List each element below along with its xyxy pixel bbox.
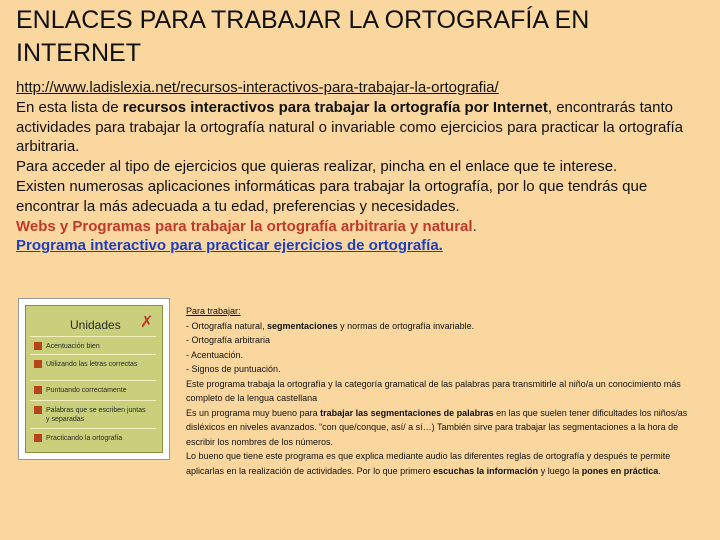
intro-text-a: En esta lista de <box>16 98 123 116</box>
divider <box>30 428 156 429</box>
apps-paragraph: Existen numerosas aplicaciones informáticas para trabajar la ortografía, por lo que tendrás que encontrar la más adecuada a tu edad, preferencias y necesidades. <box>16 177 648 215</box>
programa-interactivo-link[interactable]: Programa interactivo para practicar ejercicios de ortografía. <box>16 237 443 255</box>
divider <box>30 380 156 381</box>
program-description <box>186 304 706 478</box>
divider <box>30 400 156 401</box>
intro-paragraph <box>16 98 712 157</box>
ladislexia-link[interactable]: http://www.ladislexia.net/recursos-interactivos-para-trabajar-la-ortografia/ <box>16 79 499 96</box>
square-icon <box>34 360 42 368</box>
pencil-icon <box>34 434 42 442</box>
cross-icon: ✗ <box>140 314 154 331</box>
divider <box>30 336 156 337</box>
unit-item: Puntuando correctamente <box>46 386 146 395</box>
access-paragraph: Para acceder al tipo de ejercicios que quieras realizar, pincha en el enlace que te interese. <box>16 158 618 176</box>
detail-paragraph: Es un programa muy bueno para trabajar las segmentaciones de palabras en las que suelen tener dificultades los niños/as disléxicos en niveles avanzados. “con que/conque, así/ a sí…) También sirve para trabajar las segmentaciones a la hora de escribir los nombres de los números. <box>186 407 688 447</box>
thumbnail-panel <box>25 305 163 453</box>
detail-bullet: - Acentuación. <box>186 349 244 360</box>
webs-suffix: . <box>472 217 477 235</box>
detail-paragraph: Este programa trabaja la ortografía y la categoría gramatical de las palabras para transmitirle al niño/a un conocimiento más completo de la lengua castellana <box>186 378 681 403</box>
main-text <box>16 78 712 256</box>
page-title: ENLACES PARA TRABAJAR LA ORTOGRAFÍA EN INTERNET <box>16 6 590 67</box>
square-icon <box>34 342 42 350</box>
webs-programas-link[interactable]: Webs y Programas para trabajar la ortografía arbitraria y natural <box>16 217 473 235</box>
intro-text-c: , encontrarás tanto actividades para trabajar la ortografía natural o invariable como ejercicios para practicar la ortografía arbitraria. <box>16 98 684 156</box>
unit-item: Practicando la ortografía <box>46 434 146 443</box>
unit-item: Palabras que se escriben juntas y separadas <box>46 406 146 424</box>
intro-text-bold: recursos interactivos para trabajar la ortografía por Internet <box>122 98 548 116</box>
divider <box>30 354 156 355</box>
detail-bullet: - Ortografía natural, segmentaciones y normas de ortografía invariable. <box>186 320 475 331</box>
unit-item: Acentuación bien <box>46 342 146 351</box>
unit-item: Utilizando las letras correctas <box>46 360 146 369</box>
square-icon <box>34 386 42 394</box>
program-thumbnail[interactable] <box>18 298 170 460</box>
detail-heading: Para trabajar: <box>186 306 241 316</box>
detail-bullet: - Signos de puntuación. <box>186 364 281 374</box>
thumbnail-title: Unidades <box>70 318 121 332</box>
square-icon <box>34 406 42 414</box>
detail-paragraph: Lo bueno que tiene este programa es que explica mediante audio las diferentes reglas de ortografía y después te permite aplicarlas en la realización de actividades. Por lo que primero escuchas la información y luego la pones en práctica. <box>186 451 671 476</box>
detail-bullet: - Ortografía arbitraria <box>186 335 271 345</box>
